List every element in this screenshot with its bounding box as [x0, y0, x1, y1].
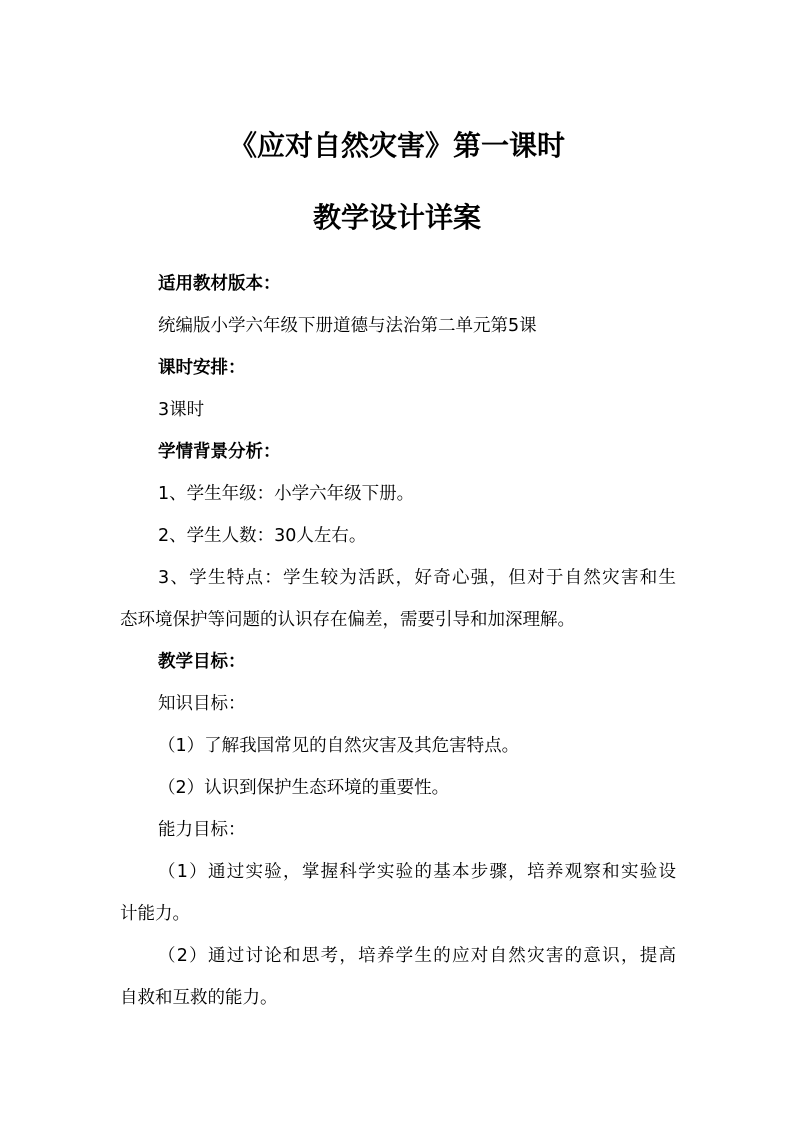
analysis-item-1: 1、学生年级：小学六年级下册。: [158, 484, 415, 504]
knowledge-heading: 知识目标：: [158, 694, 246, 714]
ability-item-1-line-2: 计能力。: [120, 904, 190, 924]
schedule-heading: 课时安排：: [158, 358, 246, 378]
title-line-2: 教学设计详案: [312, 201, 481, 234]
analysis-item-3-line-2: 态环境保护等问题的认识存在偏差，需要引导和加深理解。: [120, 610, 575, 630]
schedule-value: 3课时: [158, 400, 205, 420]
analysis-item-2: 2、学生人数：30人左右。: [158, 526, 367, 546]
textbook-heading: 适用教材版本：: [158, 274, 281, 294]
ability-item-1-line-1: （1）通过实验，掌握科学实验的基本步骤，培养观察和实验设: [158, 862, 676, 882]
ability-item-2-line-1: （2）通过讨论和思考，培养学生的应对自然灾害的意识，提高: [158, 946, 676, 966]
ability-heading: 能力目标：: [158, 820, 246, 840]
knowledge-item-2: （2）认识到保护生态环境的重要性。: [158, 778, 450, 798]
ability-item-2-line-2: 自救和互救的能力。: [120, 988, 278, 1008]
analysis-heading: 学情背景分析：: [158, 442, 281, 462]
knowledge-item-1: （1）了解我国常见的自然灾害及其危害特点。: [158, 736, 520, 756]
textbook-value: 统编版小学六年级下册道德与法治第二单元第5课: [158, 316, 537, 336]
goals-heading: 教学目标：: [158, 652, 246, 672]
analysis-item-3-line-1: 3、学生特点：学生较为活跃，好奇心强，但对于自然灾害和生: [158, 568, 676, 588]
title-line-1: 《应对自然灾害》第一课时: [228, 129, 565, 162]
